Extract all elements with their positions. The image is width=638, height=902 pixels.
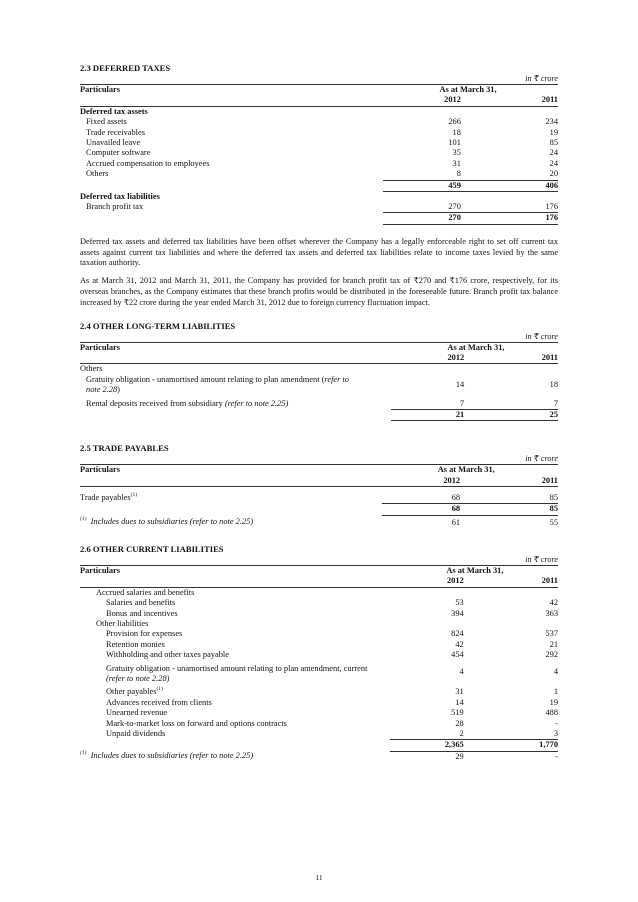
column-header-as-at: As at March 31, [383, 85, 558, 96]
table-row: Other payables$^{(1)}$ 31 1 [106, 686, 558, 697]
group-deferred-tax-assets: Deferred tax assets [80, 106, 148, 116]
column-year-2012: 2012 [383, 95, 496, 106]
trade-payables-table [80, 464, 558, 528]
total-row: 68 85 [80, 504, 558, 515]
column-header-particulars: Particulars [80, 565, 390, 576]
table-row: Unpaid dividends 2 3 [106, 729, 558, 739]
column-year-2012: 2012 [390, 576, 499, 587]
page-number: 11 [315, 873, 323, 882]
column-header-as-at: As at March 31, [391, 342, 558, 353]
table-row: Withholding and other taxes payable 454 292 [106, 650, 558, 660]
table-row: Trade payables$^{(1)}$ 68 85 [80, 491, 558, 502]
table-row: Others 8 20 [86, 169, 558, 179]
deferred-taxes-table [80, 84, 558, 225]
paragraph-offset-note: Deferred tax assets and deferred tax liabilities have been offset wherever the Company has a legally enforceable right to set off current tax assets against current tax liabilities and where the deferred tax assets and deferred tax liabilities relate to income taxes levied by the same taxation authority. [80, 236, 558, 268]
unit-label: in ₹ crore [525, 331, 558, 341]
total-row: 459 406 [80, 180, 558, 191]
column-year-2011: 2011 [497, 95, 558, 106]
total-row: 21 25 [80, 410, 558, 421]
paragraph-branch-profit-tax: As at March 31, 2012 and March 31, 2011, the Company has provided for branch profit tax of ₹270 and ₹176 crore, respectively, for its overseas branches, as the Company estimates that these branch profits would be distributed in the foreseeable future. Branch profit tax balance increased by ₹22 crore during the year ended March 31, 2012 due to foreign currency fluctuation impact. [80, 276, 558, 307]
table-row: Gratuity obligation - unamortised amount relating to plan amendment (refer to note 2.28) 14 18 [86, 374, 558, 395]
table-row: Bonus and incentives 394 363 [106, 608, 558, 618]
section-title-other-long-term-liabilities: 2.4 OTHER LONG-TERM LIABILITIES [80, 320, 236, 331]
unit-label: in ₹ crore [525, 554, 558, 564]
total-row: 270 176 [80, 213, 558, 224]
table-row: Gratuity obligation - unamortised amount relating to plan amendment, current (refer to note 2.28) 4 4 [106, 663, 558, 683]
table-row: Unearned revenue 519 488 [106, 708, 558, 718]
section-title-trade-payables: 2.5 TRADE PAYABLES [80, 443, 169, 454]
table-row: Computer software 35 24 [86, 148, 558, 158]
unit-label: in ₹ crore [525, 74, 558, 83]
group-deferred-tax-liabilities: Deferred tax liabilities [80, 191, 160, 201]
other-long-term-liabilities-table [80, 342, 558, 422]
total-row: 2,365 1,770 [80, 740, 558, 751]
table-row: Mark-to-market loss on forward and options contracts 28 - [106, 718, 558, 728]
table-row: Provision for expenses 824 537 [106, 629, 558, 639]
table-row: Trade receivables 18 19 [86, 127, 558, 137]
table-row: Fixed assets 266 234 [86, 117, 558, 127]
table-row: Branch profit tax 270 176 [86, 201, 558, 211]
section-title-other-current-liabilities: 2.6 OTHER CURRENT LIABILITIES [80, 543, 224, 554]
column-header-particulars: Particulars [80, 85, 383, 96]
column-year-2011: 2011 [500, 353, 558, 364]
group-other-liabilities: Other liabilities [96, 618, 149, 628]
column-year-2011: 2011 [496, 476, 558, 487]
table-row: Retention monies 42 21 [106, 639, 558, 649]
column-year-2012: 2012 [391, 353, 500, 364]
table-row: Advances received from clients 14 19 [106, 697, 558, 707]
table-row: Accrued compensation to employees 31 24 [86, 158, 558, 168]
table-row: Rental deposits received from subsidiary (refer to note 2.25) 7 7 [80, 396, 558, 410]
column-header-particulars: Particulars [80, 465, 382, 476]
table-row: Unavailed leave 101 85 [86, 138, 558, 148]
document-page [80, 63, 558, 762]
column-header-particulars: Particulars [80, 342, 391, 353]
footnote-row: $^{(1)}$ Includes dues to subsidiaries (refer to note 2.25) 61 55 [80, 516, 558, 527]
group-others: Others [80, 364, 103, 374]
group-accrued-salaries: Accrued salaries and benefits [96, 587, 195, 597]
other-current-liabilities-table [80, 565, 558, 762]
column-header-as-at: As at March 31, [390, 565, 558, 576]
table-row: Salaries and benefits 53 42 [106, 598, 558, 608]
column-header-as-at: As at March 31, [382, 465, 558, 476]
column-year-2011: 2011 [500, 576, 558, 587]
column-year-2012: 2012 [382, 476, 496, 487]
section-title-deferred-taxes: 2.3 DEFERRED TAXES [80, 63, 171, 73]
footnote-row: $^{(1)}$ Includes dues to subsidiaries (refer to note 2.25) 29 - [80, 750, 558, 761]
unit-label: in ₹ crore [525, 454, 558, 464]
